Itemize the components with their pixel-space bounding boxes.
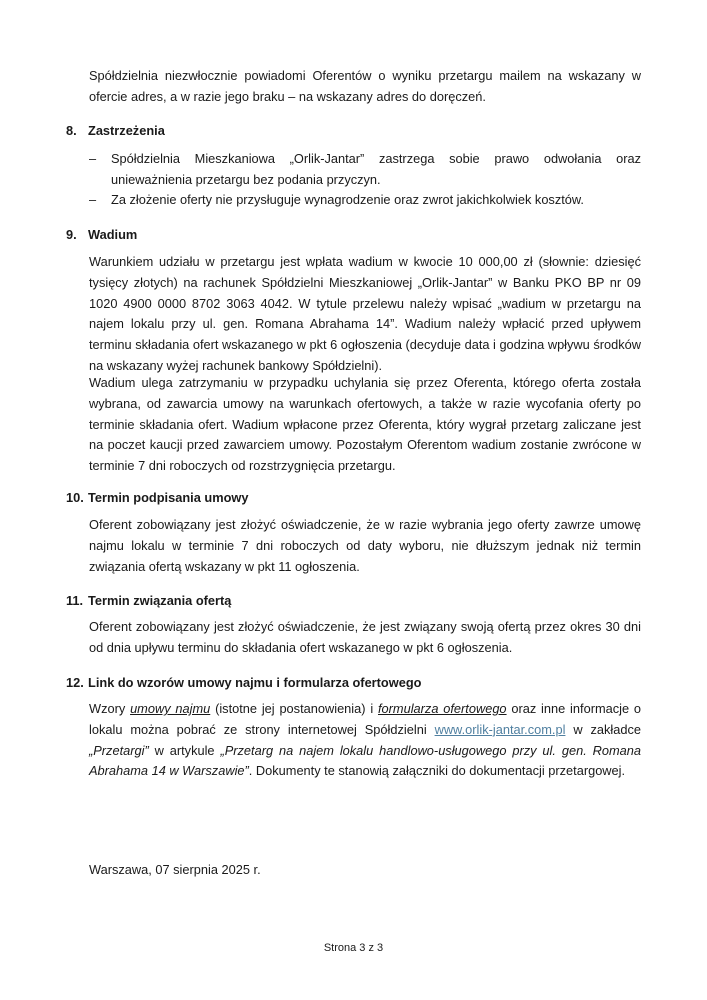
section-number: 12. xyxy=(66,675,84,690)
section-8-heading xyxy=(66,121,646,141)
section-title: Link do wzorów umowy najmu i formularza ofertowego xyxy=(88,675,422,690)
section-title: Termin związania ofertą xyxy=(88,593,232,608)
section-9-paragraph-1: Warunkiem udziału w przetargu jest wpłata wadium w kwocie 10 000,00 zł (słownie: dziesięć tysięcy złotych) na rachunek Spółdzielni Mieszkaniowej „Orlik-Jantar” w Banku PKO BP nr 09 1020 4900 0000 8702 3063 4042. W tytule przelewu należy wpisać „wadium w przetargu na najem lokalu przy ul. gen. Romana Abrahama 14”. Wadium należy wpłacić przed upływem terminu składania ofert wskazanego w pkt 6 ogłoszenia (decyduje data i godzina wpływu środków na wskazany wyżej rachunek bankowy Spółdzielni). xyxy=(89,254,641,373)
contract-template-link[interactable]: umowy najmu xyxy=(130,701,211,716)
dash-bullet-icon: – xyxy=(89,192,97,207)
section-title: Zastrzeżenia xyxy=(88,123,165,138)
section-12-paragraph xyxy=(89,699,641,782)
place-and-date: Warszawa, 07 sierpnia 2025 r. xyxy=(89,862,261,877)
text-run: oraz inne informacje o lokalu można pobrać ze strony internetowej Spółdzielni xyxy=(89,701,642,737)
section-9-heading xyxy=(66,225,646,245)
text-run: w artykule xyxy=(148,742,221,758)
website-link[interactable]: www.orlik-jantar.com.pl xyxy=(434,721,566,737)
section-11-heading xyxy=(66,591,646,611)
section-number: 11. xyxy=(66,593,84,608)
article-title: „Przetarg na najem lokalu handlowo-usługowego przy ul. gen. Romana Abrahama 14 w Warszawie” xyxy=(89,742,641,779)
dash-bullet-icon: – xyxy=(89,151,97,166)
page-number: Strona 3 z 3 xyxy=(323,942,384,954)
tab-name: „Przetargi” xyxy=(89,742,149,758)
offer-form-link[interactable]: formularza ofertowego xyxy=(377,701,507,716)
section-number: 8. xyxy=(66,123,77,138)
section-11-paragraph: Oferent zobowiązany jest złożyć oświadczenie, że jest związany swoją ofertą przez okres 30 dni od dnia upływu terminu do składania ofert wskazanego w pkt 6 ogłoszenia. xyxy=(89,619,641,655)
list-item-text: Spółdzielnia Mieszkaniowa „Orlik-Jantar” zastrzega sobie prawo odwołania oraz unieważnienia przetargu bez podania przyczyn. xyxy=(111,151,641,187)
list-item-text: Za złożenie oferty nie przysługuje wynagrodzenie oraz zwrot jakichkolwiek kosztów. xyxy=(111,192,584,207)
list-item xyxy=(89,149,641,191)
section-title: Wadium xyxy=(88,227,138,242)
section-12-heading xyxy=(66,673,646,693)
section-10-paragraph: Oferent zobowiązany jest złożyć oświadczenie, że w razie wybrania jego oferty zawrze umowę najmu lokalu w terminie 7 dni roboczych od daty wyboru, nie dłuższym jednak niż termin związania ofertą wskazany w pkt 11 ogłoszenia. xyxy=(89,517,641,574)
section-9-paragraph-2: Wadium ulega zatrzymaniu w przypadku uchylania się przez Oferenta, którego oferta została wybrana, od zawarcia umowy na warunkach ofertowych, a także w razie wycofania oferty po terminie składania ofert. Wadium wpłacone przez Oferenta, który wygrał przetarg zaliczane jest na poczet kaucji przed zawarciem umowy. Pozostałym Oferentom wadium zostanie zwrócone w terminie 7 dni roboczych od rozstrzygnięcia przetargu. xyxy=(89,375,641,474)
intro-paragraph: Spółdzielnia niezwłocznie powiadomi Oferentów o wyniku przetargu mailem na wskazany w ofercie adres, a w razie jego braku – na wskazany adres do doręczeń. xyxy=(89,68,641,104)
text-run: . Dokumenty te stanowią załączniki do dokumentacji przetargowej. xyxy=(248,763,626,779)
section-number: 9. xyxy=(66,227,77,242)
section-title: Termin podpisania umowy xyxy=(88,490,249,505)
text-run: w zakładce xyxy=(565,721,641,737)
list-item xyxy=(89,190,641,211)
text-run: (istotne jej postanowienia) i xyxy=(210,701,378,716)
section-number: 10. xyxy=(66,490,84,505)
text-run: Wzory xyxy=(89,701,131,716)
section-10-heading xyxy=(66,488,646,508)
